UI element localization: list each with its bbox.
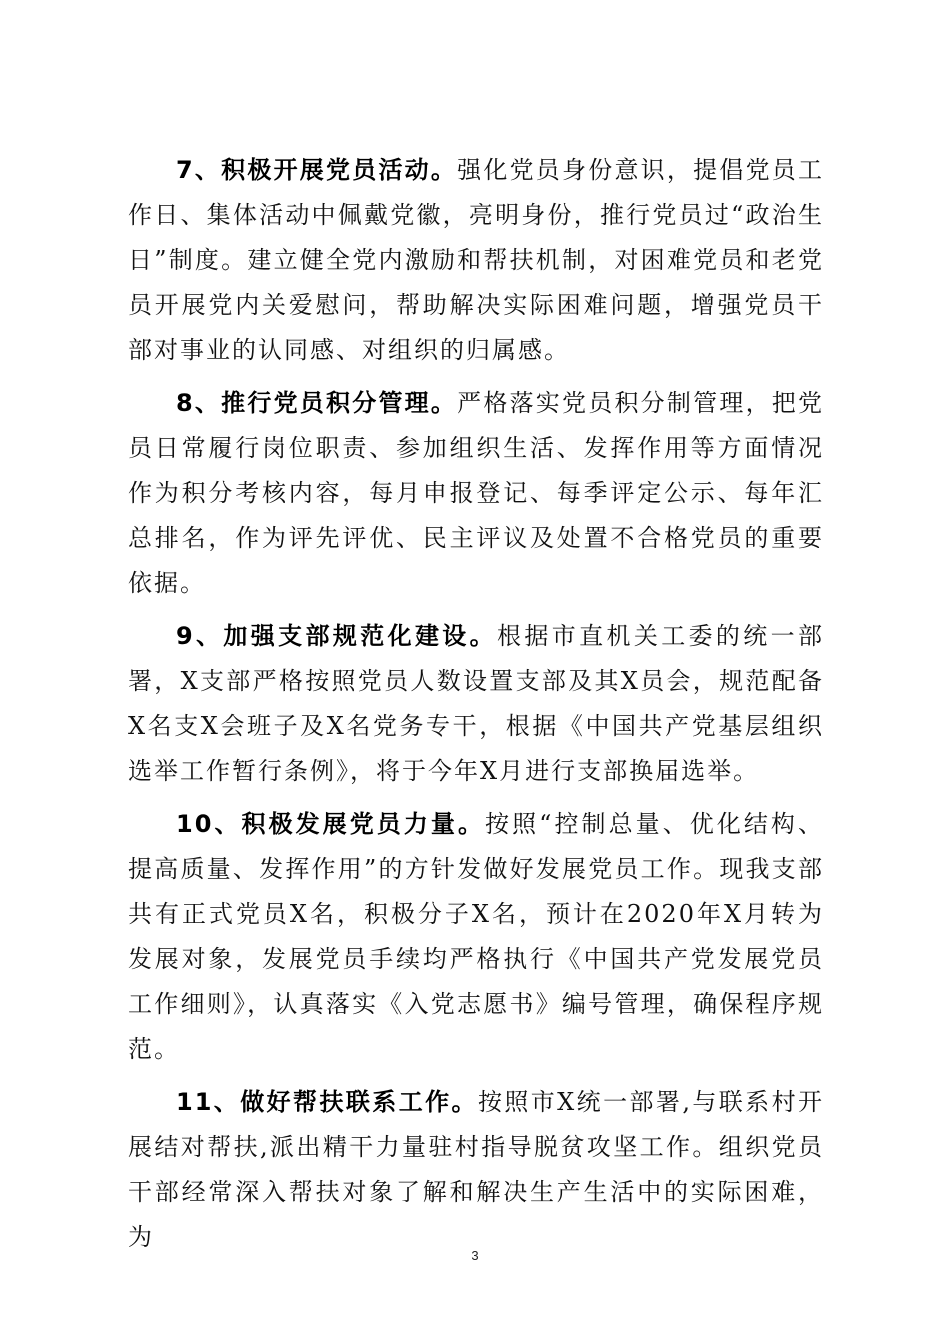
paragraph-11 — [128, 1080, 824, 1260]
paragraph-9-text: 根据市直机关工委的统一部署，X支部严格按照党员人数设置支部及其X员会，规范配备X名支X会班子及X名党务专干，根据《中国共产党基层组织选举工作暂行条例》，将于今年X月进行支部换届选举。 — [128, 622, 824, 785]
paragraph-9-heading: 9、加强支部规范化建设。 — [176, 622, 498, 650]
paragraph-10-text: 按照“控制总量、优化结构、提高质量、发挥作用”的方针发做好发展党员工作。现我支部共有正式党员X名，积极分子X名，预计在2020年X月转为发展对象，发展党员手续均严格执行《中国共产党发展党员工作细则》，认真落实《入党志愿书》编号管理，确保程序规范。 — [128, 810, 824, 1063]
paragraph-7-text: 强化党员身份意识，提倡党员工作日、集体活动中佩戴党徽，亮明身份，推行党员过“政治生日”制度。建立健全党内激励和帮扶机制，对困难党员和老党员开展党内关爱慰问，帮助解决实际困难问题，增强党员干部对事业的认同感、对组织的归属感。 — [128, 156, 825, 364]
page-number: 3 — [471, 1248, 479, 1263]
document-body — [128, 148, 824, 1268]
paragraph-11-text: 按照市X统一部署,与联系村开展结对帮扶,派出精干力量驻村指导脱贫攻坚工作。组织党员干部经常深入帮扶对象了解和解决生产生活中的实际困难，为 — [128, 1088, 825, 1251]
paragraph-7 — [128, 148, 824, 373]
paragraph-10 — [128, 802, 824, 1072]
paragraph-8 — [128, 381, 824, 606]
paragraph-10-heading: 10、积极发展党员力量。 — [176, 810, 486, 838]
paragraph-9 — [128, 614, 824, 794]
paragraph-11-heading: 11、做好帮扶联系工作。 — [176, 1088, 478, 1116]
paragraph-7-heading: 7、积极开展党员活动。 — [176, 156, 458, 184]
paragraph-8-text: 严格落实党员积分制管理，把党员日常履行岗位职责、参加组织生活、发挥作用等方面情况作为积分考核内容，每月申报登记、每季评定公示、每年汇总排名，作为评先评优、民主评议及处置不合格党员的重要依据。 — [128, 389, 825, 597]
paragraph-8-heading: 8、推行党员积分管理。 — [176, 389, 458, 417]
